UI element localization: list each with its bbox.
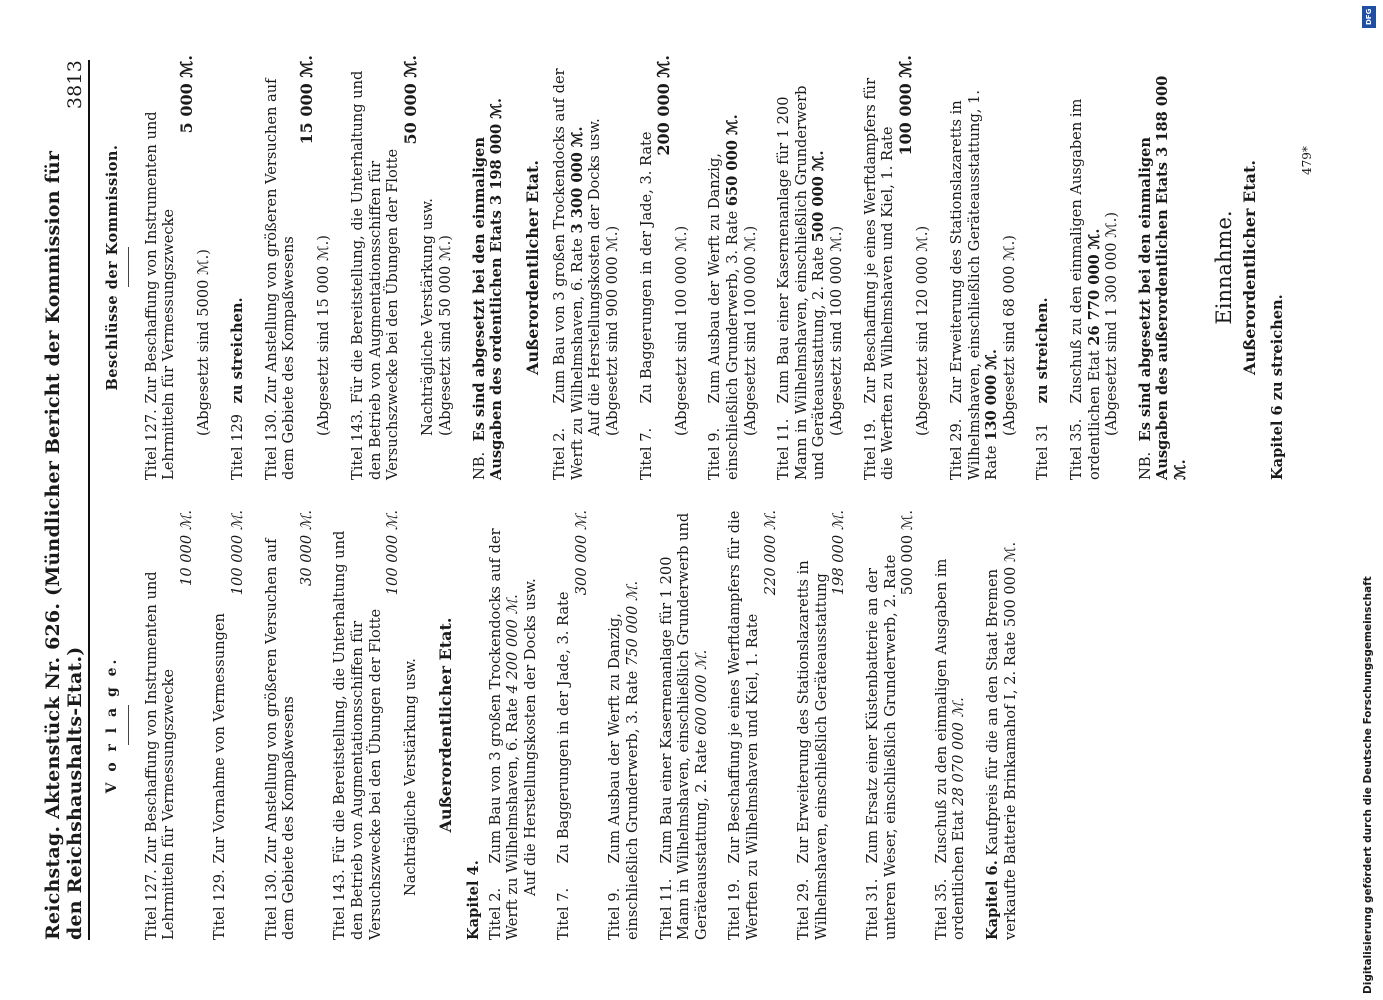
entry-text: Zur Anstellung von größeren Versuchen auf dem Gebiete des Kompaßwesens bbox=[262, 538, 298, 940]
ao-beschluss-entry bbox=[862, 55, 932, 480]
ao-entry bbox=[555, 510, 590, 940]
entry-amount: 220 000 ℳ. bbox=[761, 510, 779, 596]
header-left: Reichstag. bbox=[42, 825, 64, 940]
entry-amount: 300 000 ℳ. bbox=[572, 510, 590, 596]
strike-text: zu streichen. bbox=[228, 297, 246, 404]
entry-abgesetzt: (Abgesetzt sind 100 000 ℳ.) bbox=[672, 225, 690, 436]
entry-title: Titel 35. bbox=[932, 878, 950, 940]
entry-title: Titel 143. bbox=[348, 409, 366, 480]
entry-amount: 30 000 ℳ. bbox=[297, 510, 315, 586]
entry-amount: 100 000 ℳ. bbox=[895, 55, 915, 156]
ao-beschluss-entry bbox=[638, 55, 691, 480]
entry-title: Titel 35. bbox=[1067, 418, 1085, 480]
nb-text: Es sind abgesetzt bei den einmaligen Ausgaben des ordentlichen Etats 3 198 000 ℳ. bbox=[470, 98, 506, 480]
dfg-sidebar bbox=[1362, 6, 1376, 994]
entry-title: Titel 9. bbox=[706, 427, 724, 480]
entry-amount: 26 770 000 ℳ. bbox=[1085, 228, 1103, 346]
entry-amount: 500 000 ℳ. bbox=[810, 150, 828, 243]
entry-title: Titel 31. bbox=[864, 878, 881, 940]
entry-note: Nachträgliche Verstärkung usw. bbox=[419, 198, 437, 436]
entry-abgesetzt: (Abgesetzt sind 100 000 ℳ.) bbox=[741, 225, 759, 436]
kapitel-6-text: Kaufpreis für die an den Staat Bremen verkaufte Batterie Brinkamahof I, 2. Rate 500 000 ℳ. bbox=[983, 541, 1019, 940]
entry-note: Auf die Herstellungskosten der Docks usw. bbox=[521, 578, 539, 896]
beschluss-entry bbox=[349, 55, 455, 480]
page-number: 3813 bbox=[64, 60, 86, 110]
entry-title: Titel 29. bbox=[795, 878, 813, 940]
nb-ausserordentlich bbox=[1137, 55, 1190, 480]
heading-rule bbox=[128, 248, 129, 288]
ao-etat-heading: Außerordentlicher Etat. bbox=[522, 160, 542, 375]
dfg-credit: Digitalisierung gefördert durch die Deutsche Forschungsgemeinschaft bbox=[1362, 576, 1374, 994]
entry-text: Zum Bau von 3 großen Trockendocks auf der Werft zu Wilhelmshaven, 6. Rate bbox=[486, 528, 522, 940]
nb-label: NB. bbox=[1136, 451, 1154, 480]
entry-text: Zur Erweiterung des Stationslazaretts in Wilhelmshaven, einschließlich Geräteausstattung, 1. Rate bbox=[947, 90, 1001, 480]
entry-title: Titel 130. bbox=[262, 869, 280, 940]
entry-title: Titel 130. bbox=[262, 409, 280, 480]
ao-entry bbox=[795, 510, 848, 940]
kapitel-6-label: Kapitel 6. bbox=[983, 860, 1001, 940]
entry-text: Zu Baggerungen in der Jade, 3. Rate bbox=[637, 131, 655, 404]
entry-note: Auf die Herstellungskosten der Docks usw. bbox=[586, 118, 604, 436]
einnahme-heading: Einnahme. bbox=[1211, 210, 1236, 325]
ao-entry bbox=[606, 510, 641, 940]
ao-entry bbox=[726, 510, 779, 940]
entry-abgesetzt: (Abgesetzt sind 50 000 ℳ.) bbox=[436, 235, 454, 436]
header-subtitle: (Mündlicher Bericht der Kommission für den Reichshaushalts-Etat.) bbox=[42, 150, 86, 940]
entry-text: Zum Ausbau der Werft zu Danzig, einschließlich Grunderwerb, 3. Rate bbox=[606, 613, 642, 940]
entry-text: Zur Beschaffung von Instrumenten und Lehrmitteln für Vermessungszwecke bbox=[142, 111, 178, 480]
column-beschluesse bbox=[100, 55, 1290, 480]
beschluss-entry bbox=[143, 55, 213, 480]
vorlage-entry bbox=[331, 510, 419, 940]
entry-title: Titel 11. bbox=[657, 878, 675, 940]
vorlage-entry bbox=[263, 510, 316, 940]
ao-entry bbox=[864, 510, 917, 940]
nb-label: NB. bbox=[470, 451, 488, 480]
entry-text: Zum Ersatz einer Küstenbatterie an der unteren Weser, einschließlich Grunderwerb, 2. Rate bbox=[864, 554, 899, 940]
vorlage-heading: V o r l a g e. bbox=[104, 656, 120, 794]
entry-amount: 50 000 ℳ. bbox=[400, 55, 420, 145]
dfg-logo: DFG bbox=[1362, 6, 1376, 28]
entry-title: Titel 127. bbox=[142, 869, 160, 940]
entry-text: Zum Bau einer Kasernenanlage für 1 200 Mann in Wilhelmshaven, einschließlich Grunderwerb und Geräteausstattung, 2. Rate bbox=[657, 512, 710, 940]
page-header bbox=[42, 60, 90, 940]
entry-title: Titel 129. bbox=[211, 869, 229, 940]
ao-beschluss-entry bbox=[706, 55, 759, 480]
entry-abgesetzt: (Abgesetzt sind 120 000 ℳ.) bbox=[914, 225, 932, 436]
entry-text: Zuschuß zu den einmaligen Ausgaben im ordentlichen Etat bbox=[932, 558, 968, 940]
entry-note: Nachträgliche Verstärkung usw. bbox=[401, 658, 419, 896]
ao-entry bbox=[487, 510, 540, 940]
entry-amount: 198 000 ℳ. bbox=[830, 510, 848, 596]
entry-abgesetzt: (Abgesetzt sind 1 300 000 ℳ.) bbox=[1103, 211, 1121, 436]
vorlage-entry bbox=[143, 510, 196, 940]
entry-amount: 650 000 ℳ. bbox=[724, 114, 742, 207]
entry-abgesetzt: (Abgesetzt sind 100 000 ℳ.) bbox=[828, 225, 845, 436]
kapitel-6-entry bbox=[984, 510, 1019, 940]
ao-beschluss-entry bbox=[1034, 55, 1052, 480]
entry-amount: 130 000 ℳ. bbox=[983, 349, 1001, 441]
entry-note: (Abgesetzt sind 15 000 ℳ.) bbox=[315, 235, 333, 436]
entry-text: Zur Beschaffung je eines Werftdampfers für die Werften zu Wilhelmshaven und Kiel, 1. Rate bbox=[861, 77, 897, 480]
entry-title: Titel 19. bbox=[726, 878, 744, 940]
entry-amount: 600 000 ℳ. bbox=[692, 649, 710, 735]
entry-title: Titel 19. bbox=[861, 418, 879, 480]
entry-amount: 750 000 ℳ. bbox=[624, 580, 642, 667]
column-vorlage bbox=[100, 510, 1035, 940]
entry-text: Zum Bau von 3 großen Trockendocks auf der Werft zu Wilhelmshaven, 6. Rate bbox=[551, 68, 586, 480]
entry-amount: 28 070 000 ℳ. bbox=[950, 697, 968, 806]
entry-text: Zu Baggerungen in der Jade, 3. Rate bbox=[555, 591, 573, 864]
entry-amount: 100 000 ℳ. bbox=[228, 510, 246, 596]
entry-title: Titel 7. bbox=[637, 427, 655, 480]
entry-amount: 500 000 ℳ. bbox=[899, 510, 917, 596]
entry-amount: 5 000 ℳ. bbox=[176, 55, 196, 134]
ao-entry bbox=[933, 510, 968, 940]
entry-title: Titel 127. bbox=[142, 409, 160, 480]
entry-title: Titel 31 bbox=[1034, 423, 1052, 480]
entry-title: Titel 9. bbox=[606, 887, 624, 940]
ao-entry bbox=[658, 510, 711, 940]
header-title bbox=[42, 109, 86, 940]
entry-text: Zum Ausbau der Werft zu Danzig, einschließlich Grunderwerb, 3. Rate bbox=[706, 153, 742, 480]
ao-beschluss-entry bbox=[775, 55, 845, 480]
footnote-mark: 479* bbox=[1300, 146, 1314, 175]
entry-text: Zur Beschaffung je eines Werftdampfers für die Werften zu Wilhelmshaven und Kiel, 1. Rate bbox=[726, 510, 762, 940]
vorlage-entry bbox=[211, 510, 246, 940]
entry-amount: 10 000 ℳ. bbox=[177, 510, 195, 586]
ao-beschluss-entry bbox=[1068, 55, 1121, 480]
entry-title: Titel 7. bbox=[555, 887, 573, 940]
entry-text: Zur Erweiterung des Stationslazaretts in Wilhelmshaven, einschließlich Geräteausstattung bbox=[795, 560, 830, 940]
ao-etat-heading-2: Außerordentlicher Etat. bbox=[1240, 160, 1260, 375]
entry-text: Zur Beschaffung von Instrumenten und Lehrmitteln für Vermessungszwecke bbox=[142, 571, 178, 940]
entry-amount: 3 300 000 ℳ. bbox=[568, 126, 586, 234]
entry-amount: 200 000 ℳ. bbox=[654, 55, 674, 156]
entry-note: (Abgesetzt sind 5000 ℳ.) bbox=[195, 249, 213, 436]
heading-rule bbox=[128, 705, 129, 745]
entry-text: Für die Bereitstellung, die Unterhaltung und den Betrieb von Augmentationsschiffen für Versuchszwecke bei den Übungen der Flotte bbox=[348, 70, 402, 480]
ao-etat-heading: Außerordentlicher Etat. bbox=[436, 617, 456, 833]
entry-abgesetzt: (Abgesetzt sind 68 000 ℳ.) bbox=[1000, 235, 1018, 436]
entry-amount: 4 200 000 ℳ. bbox=[504, 594, 522, 694]
beschluesse-heading: Beschlüsse der Kommission. bbox=[104, 144, 121, 391]
ao-beschluss-entry bbox=[551, 55, 621, 480]
nb-ordentlich bbox=[471, 55, 506, 480]
beschluss-entry bbox=[263, 55, 333, 480]
entry-title: Titel 2. bbox=[486, 887, 504, 940]
entry-text: Zum Bau einer Kasernenanlage für 1 200 Mann in Wilhelmshaven, einschließlich Grunderwerb und Geräteausstattung, 2. Rate bbox=[775, 85, 828, 480]
entry-title: Titel 29. bbox=[947, 418, 965, 480]
ao-beschluss-entry bbox=[948, 55, 1018, 480]
header-aktenstueck: Aktenstück Nr. 626. bbox=[42, 602, 64, 819]
entry-title: Titel 129 bbox=[228, 413, 246, 480]
beschluss-entry bbox=[229, 55, 247, 480]
entry-amount: 15 000 ℳ. bbox=[296, 55, 316, 145]
strike-text: zu streichen. bbox=[1034, 297, 1052, 404]
kapitel-6-strike: Kapitel 6 zu streichen. bbox=[1268, 294, 1286, 480]
entry-abgesetzt: (Abgesetzt sind 900 000 ℳ.) bbox=[604, 225, 622, 436]
entry-text: Zur Vornahme von Vermessungen bbox=[211, 613, 229, 864]
nb-text: Es sind abgesetzt bei den einmaligen Ausgaben des außerordentlichen Etats 3 188 000 ℳ. bbox=[1136, 75, 1189, 480]
entry-title: Titel 143. bbox=[331, 869, 349, 940]
entry-title: Titel 11. bbox=[775, 418, 793, 480]
entry-title: Titel 2. bbox=[551, 427, 569, 480]
entry-text: Zuschuß zu den einmaligen Ausgaben im ordentlichen Etat bbox=[1067, 98, 1103, 480]
entry-text: Zur Anstellung von größeren Versuchen auf dem Gebiete des Kompaßwesens bbox=[262, 78, 298, 480]
entry-text: Für die Bereitstellung, die Unterhaltung und den Betrieb von Augmentationsschiffen für Versuchszwecke bei den Übungen der Flotte bbox=[331, 530, 384, 940]
kapitel-4: Kapitel 4. bbox=[464, 860, 482, 940]
entry-amount: 100 000 ℳ. bbox=[384, 510, 402, 596]
